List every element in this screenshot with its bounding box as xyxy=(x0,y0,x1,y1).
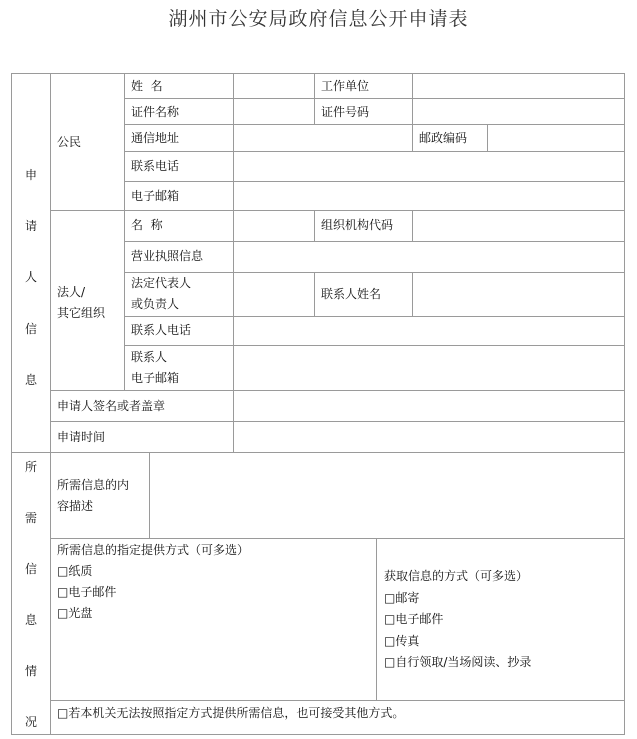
side-char: 人 xyxy=(24,270,37,284)
grid-line xyxy=(124,345,625,346)
option-paper-checkbox[interactable]: □纸质 xyxy=(57,564,93,578)
grid-line xyxy=(412,73,413,151)
option-email-checkbox[interactable]: □电子邮件 xyxy=(384,612,444,626)
option-self-pickup-checkbox[interactable]: □自行领取/当场阅读、抄录 xyxy=(384,655,532,669)
option-disc-checkbox[interactable]: □光盘 xyxy=(57,606,93,620)
grid-line xyxy=(412,272,413,316)
grid-line xyxy=(149,452,150,538)
page-title: 湖州市公安局政府信息公开申请表 xyxy=(168,8,469,30)
side-char: 况 xyxy=(24,715,37,729)
grid-line xyxy=(124,316,625,317)
side-char: 请 xyxy=(24,219,37,233)
label-line: 所需信息的内 xyxy=(57,478,130,492)
grid-line xyxy=(50,421,625,422)
contact-email-label xyxy=(131,347,179,389)
side-char: 信 xyxy=(24,562,37,576)
side-char: 情 xyxy=(24,664,37,678)
grid-line xyxy=(314,272,315,316)
side-char: 需 xyxy=(24,511,37,525)
id-type-label: 证件名称 xyxy=(131,105,180,119)
citizen-email-label: 电子邮箱 xyxy=(131,189,180,203)
table-border-left xyxy=(11,73,12,735)
label-line: 联系人 xyxy=(131,350,168,364)
id-number-label: 证件号码 xyxy=(321,105,370,119)
grid-line xyxy=(50,538,625,539)
citizen-phone-label: 联系电话 xyxy=(131,159,180,173)
table-border-bottom xyxy=(11,734,625,735)
grid-line xyxy=(124,73,125,390)
org-name-label: 名 称 xyxy=(131,218,163,232)
table-border-right xyxy=(624,73,625,735)
side-char: 息 xyxy=(24,373,37,387)
option-mail-checkbox[interactable]: □邮寄 xyxy=(384,590,420,605)
label-line: 其它组织 xyxy=(57,306,106,320)
grid-line xyxy=(124,241,625,242)
provide-method-heading: 所需信息的指定提供方式（可多选） xyxy=(57,543,250,557)
side-char: 所 xyxy=(24,460,37,474)
side-char: 信 xyxy=(24,322,37,336)
contact-phone-label: 联系人电话 xyxy=(131,323,192,337)
grid-line xyxy=(50,73,51,735)
work-unit-label: 工作单位 xyxy=(321,79,370,93)
label-line: 法定代表人 xyxy=(131,276,192,290)
provide-method-group xyxy=(57,540,249,624)
grid-line xyxy=(11,452,625,453)
grid-line xyxy=(376,538,377,700)
grid-line xyxy=(124,98,625,99)
contact-name-label: 联系人姓名 xyxy=(321,287,382,301)
obtain-method-heading: 获取信息的方式（可多选） xyxy=(384,569,529,583)
label-line: 法人/ xyxy=(57,285,86,299)
grid-line xyxy=(124,124,625,125)
citizen-name-label: 姓 名 xyxy=(131,79,163,93)
grid-line xyxy=(50,210,625,211)
label-line: 容描述 xyxy=(57,499,94,513)
grid-line xyxy=(314,210,315,241)
address-label: 通信地址 xyxy=(131,131,180,145)
table-border-top xyxy=(11,73,625,74)
org-code-label: 组织机构代码 xyxy=(321,218,394,232)
citizen-group-label: 公民 xyxy=(57,135,82,149)
label-line: 或负责人 xyxy=(131,297,180,311)
apply-time-label: 申请时间 xyxy=(57,430,106,444)
grid-line xyxy=(124,181,625,182)
signature-label: 申请人签名或者盖章 xyxy=(57,399,166,413)
info-description-label xyxy=(57,475,129,517)
option-fax-checkbox[interactable]: □传真 xyxy=(384,633,420,648)
side-char: 申 xyxy=(24,168,37,182)
obtain-method-group xyxy=(384,566,531,674)
option-email-checkbox[interactable]: □电子邮件 xyxy=(57,585,117,599)
grid-line xyxy=(124,151,625,152)
label-line: 电子邮箱 xyxy=(131,371,180,385)
grid-line xyxy=(487,124,488,151)
legal-person-group-label xyxy=(57,282,105,324)
side-char: 息 xyxy=(24,613,37,627)
grid-line xyxy=(50,390,625,391)
legal-rep-label xyxy=(131,273,191,315)
grid-line xyxy=(50,700,625,701)
postcode-label: 邮政编码 xyxy=(419,131,468,145)
grid-line xyxy=(412,210,413,241)
grid-line xyxy=(233,73,234,452)
business-license-label: 营业执照信息 xyxy=(131,249,204,263)
alternative-method-checkbox[interactable]: □若本机关无法按照指定方式提供所需信息，也可接受其他方式。 xyxy=(57,706,405,720)
grid-line xyxy=(124,272,625,273)
